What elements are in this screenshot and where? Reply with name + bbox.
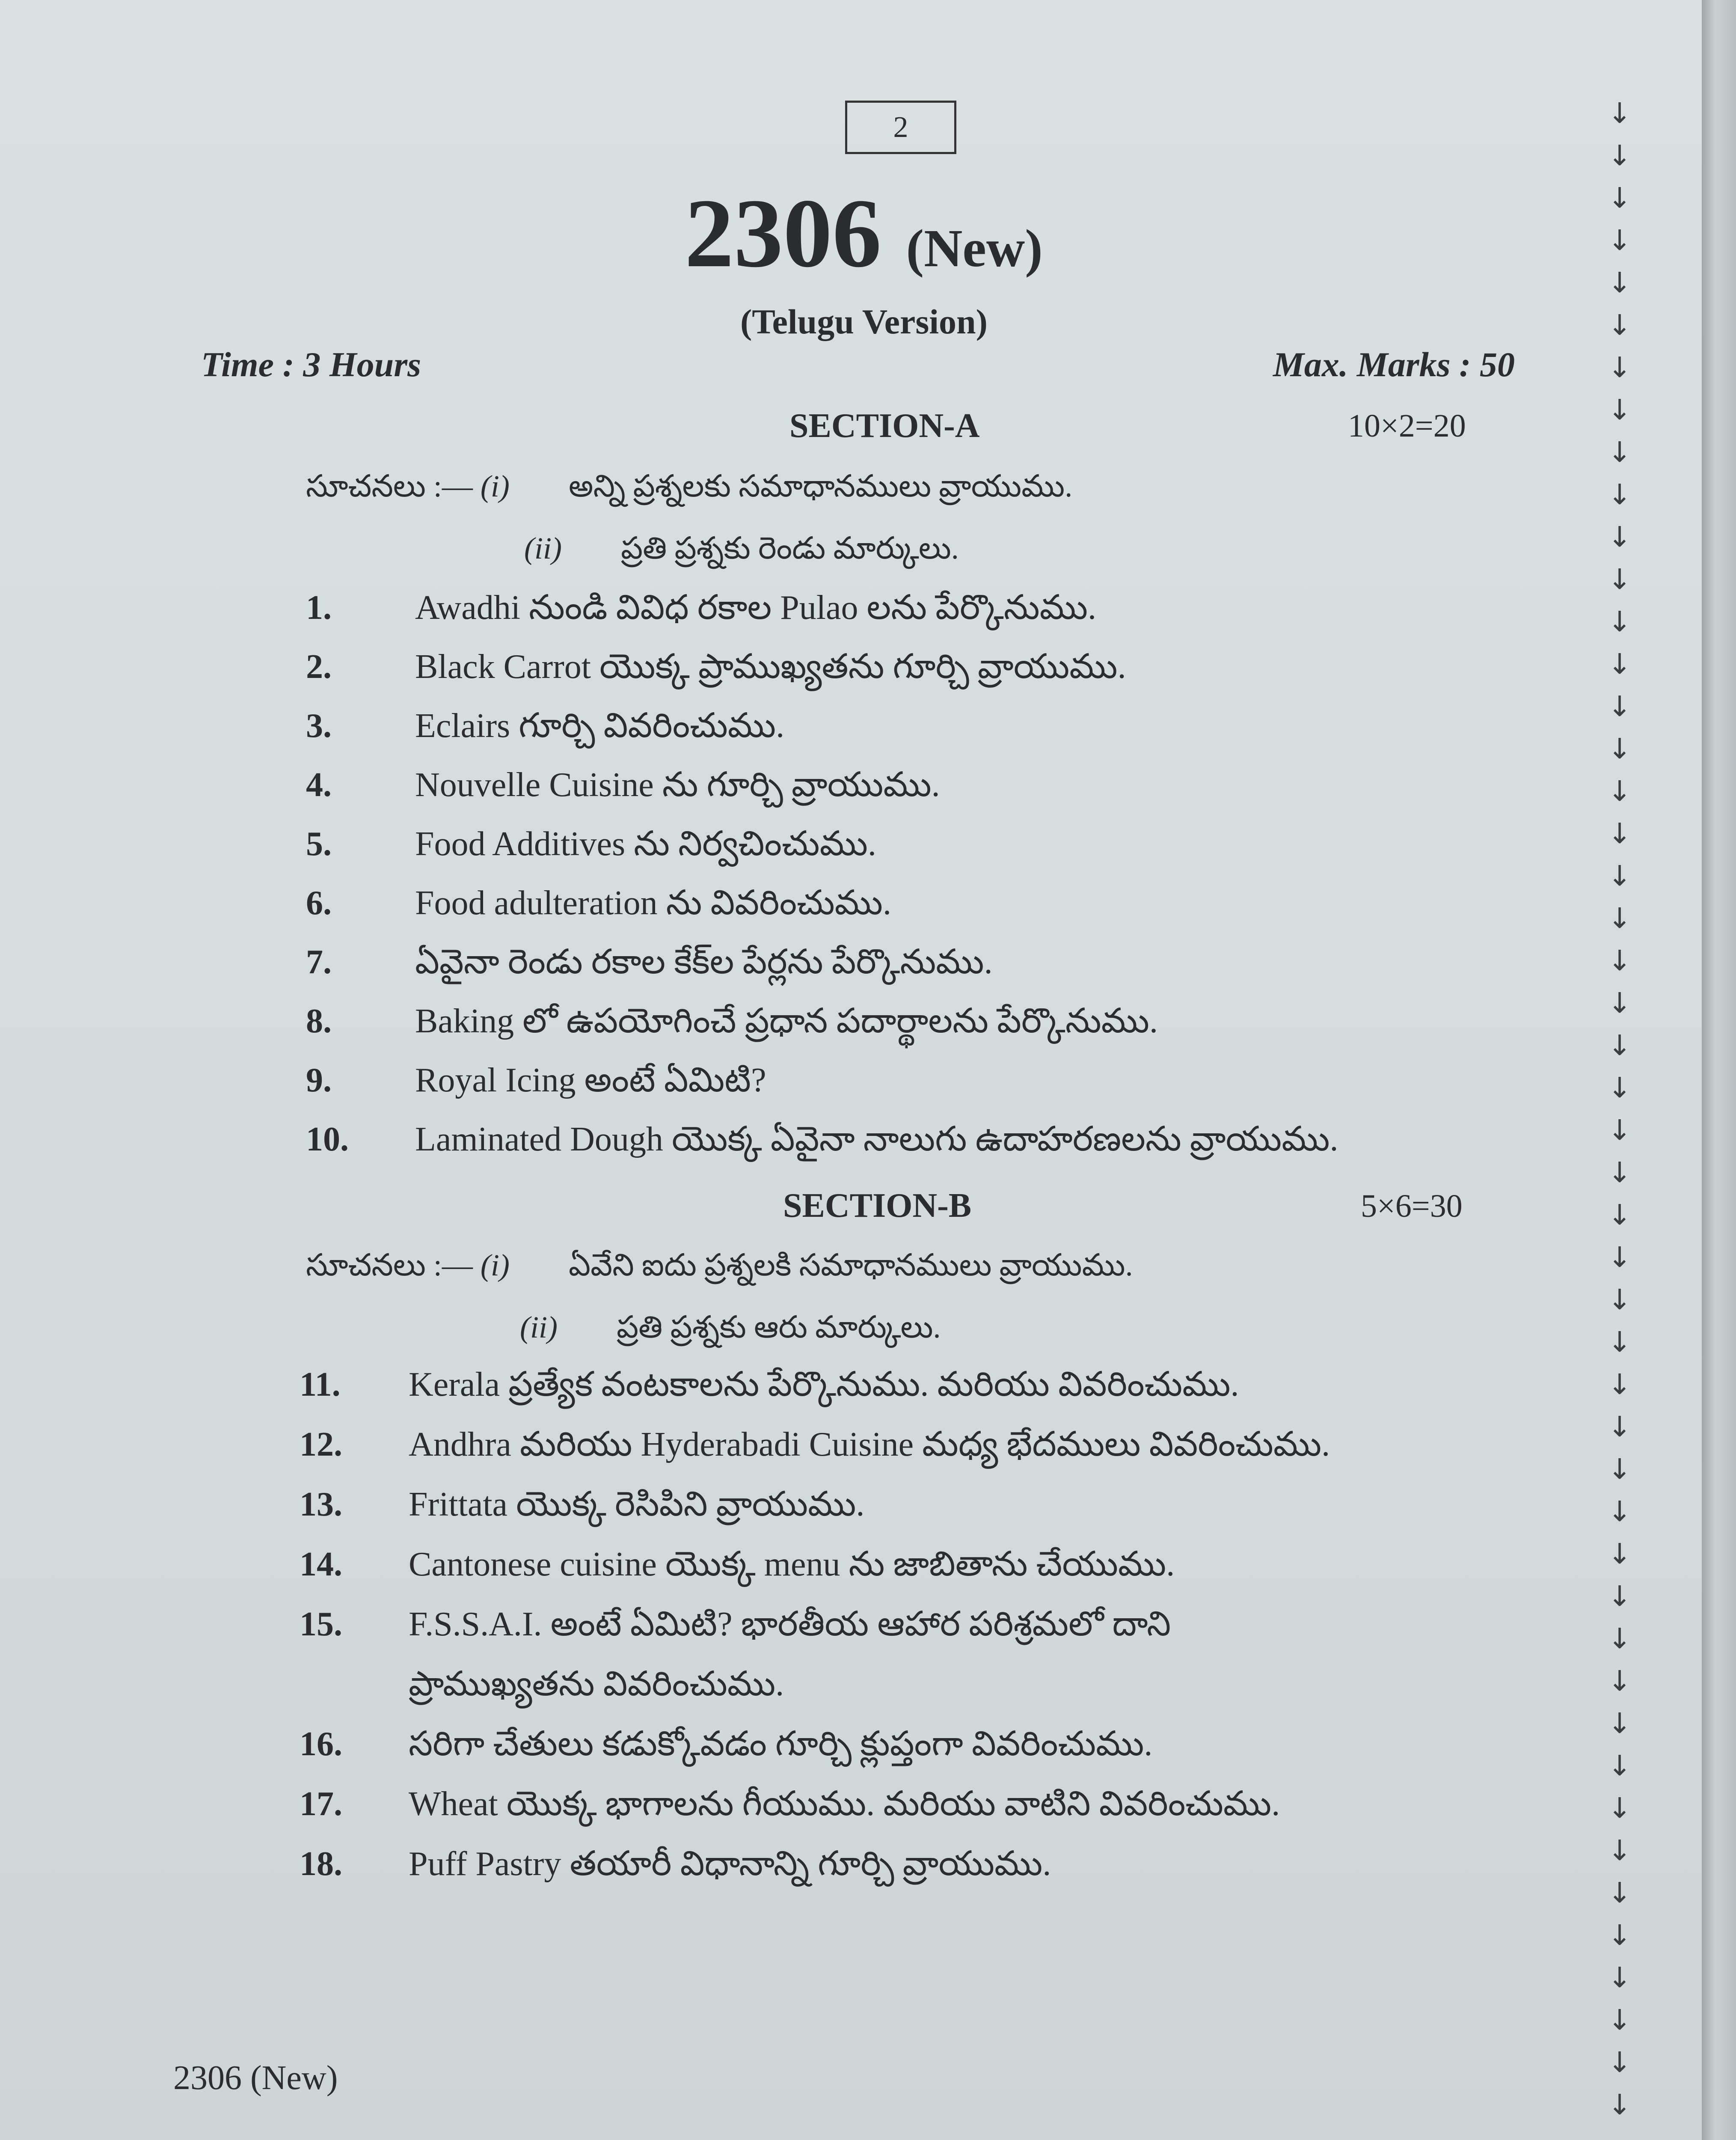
question-number: 7. xyxy=(306,943,332,981)
section-a-instruction-1 xyxy=(306,469,1072,511)
instruction-roman: (ii) xyxy=(524,531,562,565)
question-text: Eclairs గూర్చి వివరించుము. xyxy=(415,707,785,745)
margin-arrow-icon: ↓ xyxy=(1608,1410,1632,1443)
margin-arrow-icon: ↓ xyxy=(1608,520,1632,553)
margin-arrow-icon: ↓ xyxy=(1608,309,1632,342)
instruction-roman: (ii) xyxy=(520,1310,558,1344)
margin-arrow-icon: ↓ xyxy=(1608,266,1632,299)
paper-code-heading xyxy=(685,180,1155,302)
question-number: 4. xyxy=(306,766,332,804)
margin-arrow-icon: ↓ xyxy=(1608,1876,1632,1909)
margin-arrow-icon: ↓ xyxy=(1608,1029,1632,1062)
instruction-text: అన్ని ప్రశ్నలకు సమాధానములు వ్రాయుము. xyxy=(568,469,1073,503)
instruction-roman: (i) xyxy=(480,1248,510,1282)
question-text: Andhra మరియు Hyderabadi Cuisine మధ్య భేదములు వివరించుము. xyxy=(409,1426,1330,1463)
question-text: Royal Icing అంటే ఏమిటి? xyxy=(415,1061,766,1099)
margin-arrow-icon: ↓ xyxy=(1608,1198,1632,1231)
margin-arrow-icon: ↓ xyxy=(1608,563,1632,596)
max-marks: Max. Marks : 50 xyxy=(1273,345,1515,384)
question-text: Baking లో ఉపయోగించే ప్రధాన పదార్థాలను పేర్కొనుము. xyxy=(415,1002,1158,1040)
question-text: Food adulteration ను వివరించుము. xyxy=(415,884,891,922)
question-text: Awadhi నుండి వివిధ రకాల Pulao లను పేర్కొనుము. xyxy=(415,589,1097,627)
margin-arrow-icon: ↓ xyxy=(1608,1919,1632,1952)
margin-arrow-icon: ↓ xyxy=(1608,1580,1632,1613)
margin-arrow-icon: ↓ xyxy=(1608,97,1632,130)
question-text: Laminated Dough యొక్క ఏవైనా నాలుగు ఉదాహరణలను వ్రాయుము. xyxy=(415,1121,1338,1158)
margin-arrow-icon: ↓ xyxy=(1608,1961,1632,1994)
margin-arrow-icon: ↓ xyxy=(1608,690,1632,723)
section-a-marks: 10×2=20 xyxy=(1348,408,1466,444)
page-number-box: 2 xyxy=(845,101,956,154)
margin-arrow-icon: ↓ xyxy=(1608,775,1632,808)
margin-arrow-icon: ↓ xyxy=(1608,1834,1632,1867)
margin-arrow-icon: ↓ xyxy=(1608,1283,1632,1316)
section-b-instruction-2 xyxy=(520,1310,941,1352)
question-number: 6. xyxy=(306,884,332,922)
section-b-marks: 5×6=30 xyxy=(1361,1188,1463,1224)
question-number: 12. xyxy=(300,1426,342,1463)
paper-tag: (New) xyxy=(906,219,1043,278)
margin-arrow-icon: ↓ xyxy=(1608,944,1632,977)
paper-code: 2306 xyxy=(685,178,881,288)
margin-arrow-icon: ↓ xyxy=(1608,139,1632,172)
question-number: 17. xyxy=(300,1785,342,1823)
margin-arrow-icon: ↓ xyxy=(1608,1114,1632,1147)
footer-paper-code: 2306 (New) xyxy=(173,2059,338,2097)
question-number: 14. xyxy=(300,1546,342,1583)
question-number: 13. xyxy=(300,1486,342,1523)
version-label: (Telugu Version) xyxy=(740,302,988,341)
question-text: Wheat యొక్క భాగాలను గీయుము. మరియు వాటిని వివరించుము. xyxy=(409,1785,1280,1823)
margin-arrow-icon: ↓ xyxy=(1608,1749,1632,1782)
margin-arrow-icon: ↓ xyxy=(1608,351,1632,384)
question-text: Puff Pastry తయారీ విధానాన్ని గూర్చి వ్రాయుము. xyxy=(409,1845,1051,1883)
margin-arrow-icon: ↓ xyxy=(1608,1707,1632,1740)
question-text: సరిగా చేతులు కడుక్కోవడం గూర్చి క్లుప్తంగా వివరించుము. xyxy=(409,1725,1153,1763)
margin-arrow-icon: ↓ xyxy=(1608,817,1632,850)
margin-arrow-icon: ↓ xyxy=(1608,181,1632,214)
question-number: 11. xyxy=(300,1366,341,1403)
instruction-label: సూచనలు :— xyxy=(306,1248,473,1282)
instruction-roman: (i) xyxy=(480,469,510,503)
margin-arrow-icon: ↓ xyxy=(1608,1156,1632,1189)
question-text: Frittata యొక్క రెసిపిని వ్రాయుము. xyxy=(409,1486,865,1523)
stacked-page-edges xyxy=(1702,0,1736,2140)
margin-arrow-icon: ↓ xyxy=(1608,1071,1632,1104)
question-number: 8. xyxy=(306,1002,332,1040)
margin-arrow-icon: ↓ xyxy=(1608,2088,1632,2121)
instruction-text: ప్రతి ప్రశ్నకు ఆరు మార్కులు. xyxy=(616,1310,941,1344)
margin-arrow-icon: ↓ xyxy=(1608,224,1632,257)
question-number: 3. xyxy=(306,707,332,745)
section-b-instruction-1 xyxy=(306,1248,1133,1290)
question-text: Food Additives ను నిర్వచించుము. xyxy=(415,825,876,863)
margin-arrow-icon: ↓ xyxy=(1608,393,1632,426)
question-text: F.S.S.A.I. అంటే ఏమిటి? భారతీయ ఆహార పరిశ్రమలో దాని xyxy=(409,1605,1171,1643)
margin-arrow-icon: ↓ xyxy=(1608,648,1632,681)
instruction-label: సూచనలు :— xyxy=(306,469,473,503)
margin-arrow-icon: ↓ xyxy=(1608,2046,1632,2079)
section-a-instruction-2 xyxy=(524,531,959,574)
margin-arrow-icon: ↓ xyxy=(1608,1622,1632,1655)
question-number: 5. xyxy=(306,825,332,863)
margin-arrow-icon: ↓ xyxy=(1608,605,1632,638)
question-text: Cantonese cuisine యొక్క menu ను జాబితాను చేయుము. xyxy=(409,1546,1175,1583)
margin-arrow-icon: ↓ xyxy=(1608,987,1632,1019)
question-number: 18. xyxy=(300,1845,342,1883)
margin-arrow-icon: ↓ xyxy=(1608,1453,1632,1486)
question-text: Black Carrot యొక్క ప్రాముఖ్యతను గూర్చి వ్రాయుము. xyxy=(415,648,1126,686)
question-text: Kerala ప్రత్యేక వంటకాలను పేర్కొనుము. మరియు వివరించుము. xyxy=(409,1366,1239,1403)
question-number: 15. xyxy=(300,1605,342,1643)
section-a-title: SECTION-A xyxy=(789,407,980,445)
margin-arrow-icon: ↓ xyxy=(1608,902,1632,935)
question-number: 1. xyxy=(306,589,332,627)
instruction-text: ప్రతి ప్రశ్నకు రెండు మార్కులు. xyxy=(620,531,959,565)
question-text: ఏవైనా రెండు రకాల కేక్‌ల పేర్లను పేర్కొనుము. xyxy=(415,943,993,981)
instruction-text: ఏవేని ఐదు ప్రశ్నలకి సమాధానములు వ్రాయుము. xyxy=(568,1248,1133,1282)
question-text: Nouvelle Cuisine ను గూర్చి వ్రాయుము. xyxy=(415,766,940,804)
margin-arrow-column xyxy=(1607,92,1632,2126)
margin-arrow-icon: ↓ xyxy=(1608,1368,1632,1401)
question-number: 2. xyxy=(306,648,332,686)
section-b-title: SECTION-B xyxy=(783,1187,972,1225)
margin-arrow-icon: ↓ xyxy=(1608,732,1632,765)
margin-arrow-icon: ↓ xyxy=(1608,1792,1632,1825)
question-text: ప్రాముఖ్యతను వివరించుము. xyxy=(409,1665,784,1703)
question-number: 16. xyxy=(300,1725,342,1763)
time-allowed: Time : 3 Hours xyxy=(201,345,421,384)
question-number: 9. xyxy=(306,1061,332,1099)
margin-arrow-icon: ↓ xyxy=(1608,2003,1632,2036)
margin-arrow-icon: ↓ xyxy=(1608,1495,1632,1528)
margin-arrow-icon: ↓ xyxy=(1608,1537,1632,1570)
margin-arrow-icon: ↓ xyxy=(1608,1241,1632,1274)
margin-arrow-icon: ↓ xyxy=(1608,478,1632,511)
margin-arrow-icon: ↓ xyxy=(1608,859,1632,892)
margin-arrow-icon: ↓ xyxy=(1608,436,1632,469)
margin-arrow-icon: ↓ xyxy=(1608,1326,1632,1358)
margin-arrow-icon: ↓ xyxy=(1608,1664,1632,1697)
question-number: 10. xyxy=(306,1121,349,1158)
